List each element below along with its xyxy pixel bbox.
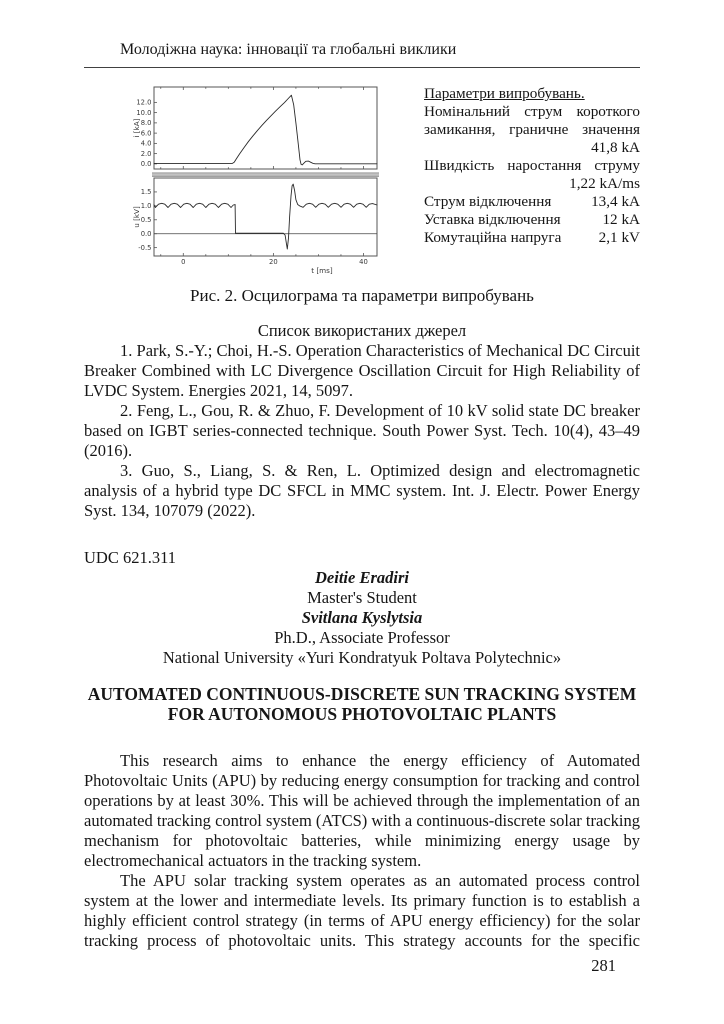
parameter-value: 1,22 kA/ms: [569, 175, 640, 192]
author-name: Deitie Eradiri: [315, 568, 409, 587]
body-paragraph: This research aims to enhance the energy efficiency of Automated Photovoltaic Units (APU) by reducing energy consumption for tracking and control operations by at least 30%. This will be achieved through the implementation of an automated tracking control system (ATCS) with a continuous-discrete solar tracking mechanism for photovoltaic batteries, while minimizing energy usage by electromechanical actuators in the tracking system.: [84, 751, 640, 870]
udc-label: UDC 621.311: [84, 548, 176, 567]
page-number: 281: [591, 956, 616, 975]
y-axis-label: i [kA]: [132, 118, 141, 138]
y-tick-label: 0.0: [140, 229, 152, 238]
parameter-value: 2,1 kV: [598, 229, 640, 246]
reference-item: 2. Feng, L., Gou, R. & Zhuo, F. Development of 10 kV solid state DC breaker based on IGBT series-connected technique. South Power Syst. Tech. 10(4), 43–49 (2016).: [84, 401, 640, 460]
y-tick-label: 0.0: [140, 160, 152, 169]
article-body: [84, 751, 640, 951]
subplot-separator: [152, 175, 379, 176]
parameter-row: [424, 229, 640, 247]
parameter-value: 41,8 kA: [591, 139, 640, 156]
parameters-list: [424, 103, 640, 247]
parameter-value: 13,4 kA: [591, 193, 640, 210]
plot-box: [154, 178, 377, 256]
x-tick-label: 20: [269, 258, 278, 266]
plot-box: [154, 87, 377, 169]
subplot-separator: [152, 172, 379, 175]
oscillogram-chart: [132, 85, 420, 275]
body-paragraph: The APU solar tracking system operates as an automated process control system at the lower and intermediate levels. Its primary function is to establish a highly efficient control strategy (in terms of APU energy efficiency) for the solar tracking process of photovoltaic units. This strategy accounts for the specific: [84, 871, 640, 950]
article-title: AUTOMATED CONTINUOUS-DISCRETE SUN TRACKING SYSTEM FOR AUTONOMOUS PHOTOVOLTAIC PLANTS: [87, 684, 637, 724]
x-axis-label: t [ms]: [311, 266, 333, 275]
parameter-label: Комутаційна напруга: [424, 229, 562, 246]
parameter-label: Швидкість наростання струму: [424, 157, 640, 174]
parameter-row: [424, 211, 640, 229]
running-header: Молодіжна наука: інновації та глобальні виклики: [84, 40, 640, 68]
author-role: Master's Student: [307, 588, 417, 607]
affiliation: National University «Yuri Kondratyuk Poltava Polytechnic»: [162, 648, 562, 667]
x-tick-label: 40: [359, 258, 368, 266]
y-tick-label: 0.5: [140, 215, 152, 224]
y-tick-label: 1.0: [140, 202, 152, 211]
references-heading: Список використаних джерел: [257, 321, 467, 340]
author-role: Ph.D., Associate Professor: [274, 628, 450, 647]
y-tick-label: -0.5: [138, 243, 152, 252]
oscillogram-figure: [84, 85, 640, 275]
y-tick-label: 8.0: [140, 119, 152, 128]
parameter-row: [424, 193, 640, 211]
author-name: Svitlana Kyslytsia: [301, 608, 423, 627]
reference-item: 1. Park, S.-Y.; Choi, H.-S. Operation Characteristics of Mechanical DC Circuit Breaker Combined with LC Divergence Oscillation Circuit for High Reliability of LVDC System. Energies 2021, 14, 5097.: [84, 341, 640, 400]
y-axis-label: u [kV]: [132, 206, 141, 228]
series-short-circuit-current: [154, 95, 377, 165]
x-tick-label: 0: [181, 258, 186, 266]
y-tick-label: 4.0: [140, 139, 152, 148]
parameter-label: Номінальний струм короткого замикання, граничне значення: [424, 103, 640, 138]
references-list: [84, 341, 640, 521]
y-tick-label: 12.0: [136, 98, 152, 107]
figure-caption: Рис. 2. Осцилограма та параметри випробувань: [190, 286, 534, 305]
y-tick-label: 6.0: [140, 129, 152, 138]
parameter-label: Уставка відключення: [424, 211, 561, 228]
author-lines: [84, 568, 640, 648]
parameters-title: Параметри випробувань.: [424, 85, 585, 102]
series-voltage: [154, 184, 377, 249]
parameter-value: 12 kA: [602, 211, 640, 228]
y-tick-label: 1.5: [140, 188, 152, 197]
y-tick-label: 2.0: [140, 149, 152, 158]
oscillogram-svg: [132, 85, 420, 275]
test-parameters-block: [424, 85, 640, 247]
authors-block: [84, 568, 640, 668]
y-tick-label: 10.0: [136, 108, 152, 117]
parameter-label: Струм відключення: [424, 193, 552, 210]
reference-item: 3. Guo, S., Liang, S. & Ren, L. Optimized design and electromagnetic analysis of a hybrid type DC SFCL in MMC system. Int. J. Electr. Power Energy Syst. 134, 107079 (2022).: [84, 461, 640, 520]
